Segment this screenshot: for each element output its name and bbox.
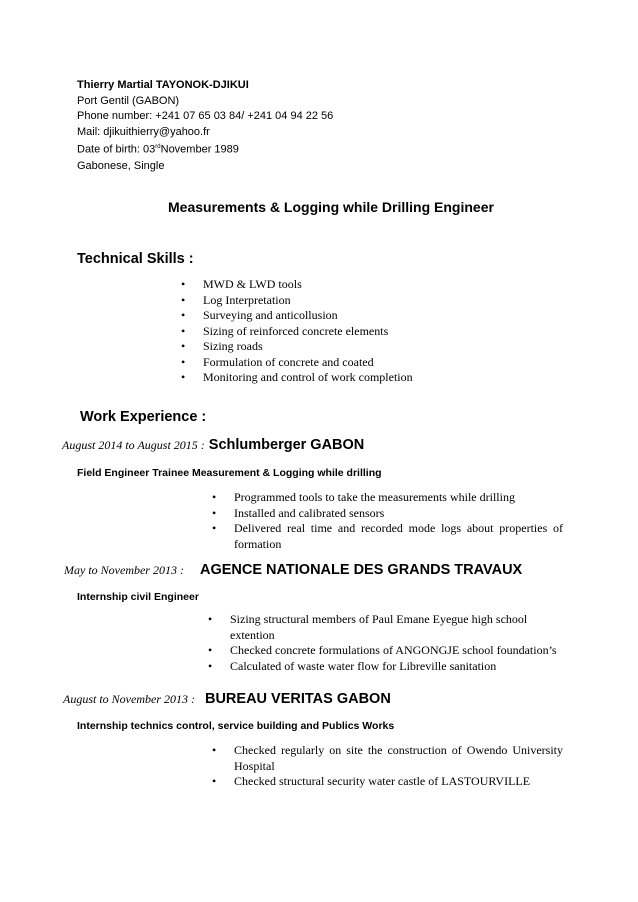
task-item: • Sizing structural members of Paul Emane Eyegue high school extention bbox=[203, 612, 573, 643]
skills-heading: Technical Skills : bbox=[77, 251, 194, 267]
skill-item: • Sizing roads bbox=[176, 339, 496, 355]
experience-heading: Work Experience : bbox=[80, 409, 207, 425]
phone-number: Phone number: +241 07 65 03 84/ +241 04 94 22 56 bbox=[77, 110, 334, 123]
skill-item: • Monitoring and control of work completion bbox=[176, 370, 496, 386]
job-3-tasks bbox=[207, 743, 563, 790]
job-dates: August 2014 to August 2015 : bbox=[62, 438, 205, 452]
skills-list bbox=[176, 277, 496, 386]
company-name: BUREAU VERITAS GABON bbox=[204, 691, 391, 707]
job-title: Measurements & Logging while Drilling Engineer bbox=[168, 199, 494, 215]
company-name: AGENCE NATIONALE DES GRANDS TRAVAUX bbox=[199, 562, 523, 578]
skill-item: • Formulation of concrete and coated bbox=[176, 355, 496, 371]
company-name: Schlumberger GABON bbox=[208, 437, 365, 453]
skill-item: • Surveying and anticollusion bbox=[176, 308, 496, 324]
skill-item: • Sizing of reinforced concrete elements bbox=[176, 324, 496, 340]
job-role: Internship technics control, service building and Publics Works bbox=[77, 720, 395, 732]
skill-item: • Log Interpretation bbox=[176, 293, 496, 309]
job-2-tasks bbox=[203, 612, 573, 674]
email: Mail: djikuithierry@yahoo.fr bbox=[77, 125, 210, 138]
job-1-tasks bbox=[207, 490, 563, 552]
job-3-header bbox=[63, 690, 391, 708]
nationality-status: Gabonese, Single bbox=[77, 159, 165, 172]
job-dates: August to November 2013 : bbox=[63, 692, 195, 706]
task-item: • Checked regularly on site the construction of Owendo University Hospital bbox=[207, 743, 563, 774]
date-of-birth: Date of birth: 03rdNovember 1989 bbox=[77, 144, 239, 157]
job-dates: May to November 2013 : bbox=[64, 563, 184, 577]
task-item: • Checked concrete formulations of ANGONGJE school foundation’s bbox=[203, 643, 573, 659]
task-item: • Delivered real time and recorded mode logs about properties of formation bbox=[207, 521, 563, 552]
job-role: Internship civil Engineer bbox=[77, 591, 199, 603]
candidate-name: Thierry Martial TAYONOK-DJIKUI bbox=[77, 79, 249, 91]
task-item: • Calculated of waste water flow for Libreville sanitation bbox=[203, 659, 573, 675]
city: Port Gentil (GABON) bbox=[77, 94, 180, 107]
task-item: • Checked structural security water castle of LASTOURVILLE bbox=[207, 774, 563, 790]
task-item: • Installed and calibrated sensors bbox=[207, 506, 563, 522]
contact-block bbox=[77, 78, 333, 174]
task-item: • Programmed tools to take the measurements while drilling bbox=[207, 490, 563, 506]
job-role: Field Engineer Trainee Measurement & Logging while drilling bbox=[77, 467, 382, 479]
skill-item: • MWD & LWD tools bbox=[176, 277, 496, 293]
job-2-header bbox=[64, 561, 522, 579]
job-1-header bbox=[62, 436, 364, 454]
